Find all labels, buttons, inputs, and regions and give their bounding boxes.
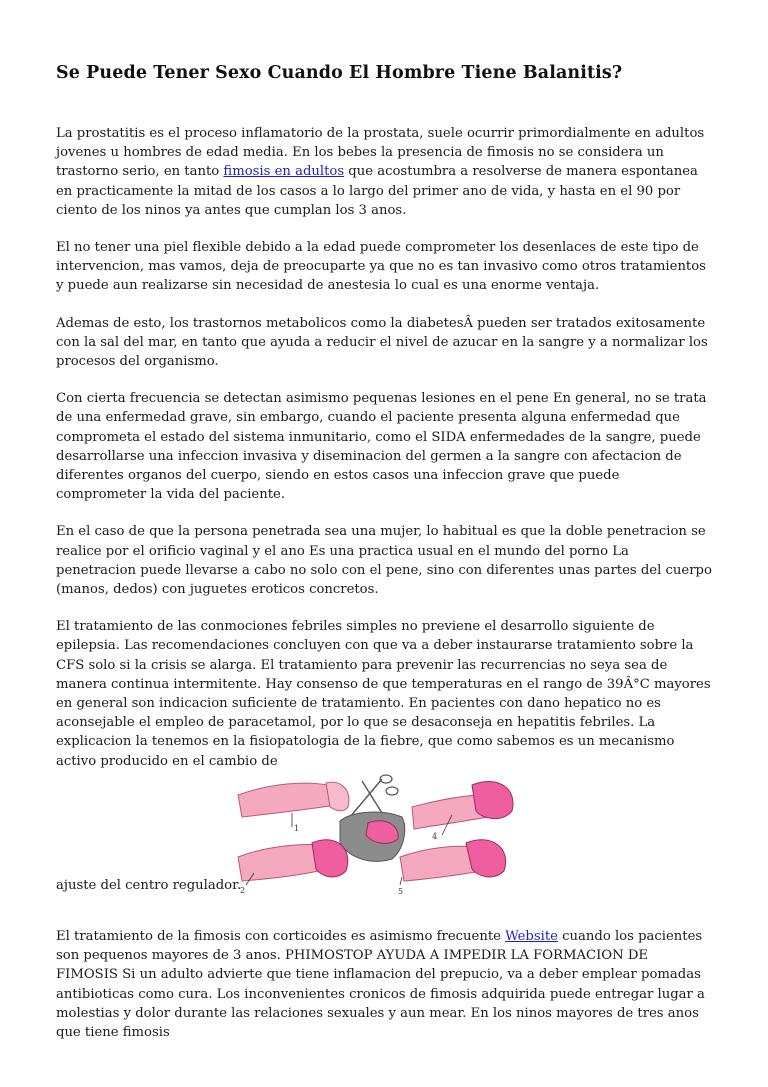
paragraph-4: Con cierta frecuencia se detectan asimismo pequenas lesiones en el pene En general, no se trata de una enfermedad grave, sin embargo, cuando el paciente presenta alguna enfermedad que comprometa el estado del sistema inmunitario, como el SIDA enfermedades de la sangre, puede desarrollarse una infeccion invasiva y diseminacion del germen a la sangre con afectacion de diferentes organos del cuerpo, siendo en estos casos una infeccion grave que puede comprometer la vida del paciente.	[56, 391, 707, 503]
scissors-icon	[350, 775, 398, 817]
paragraph-2: El no tener una piel flexible debido a la edad puede comprometer los desenlaces de este tipo de intervencion, mas vamos, deja de preocuparte ya que no es tan invasivo como otros tratamientos y puede aun realizarse sin necesidad de anestesia lo cual es una enorme ventaja.	[56, 240, 706, 294]
article-body	[56, 124, 713, 1042]
fimosis-adultos-link[interactable]: fimosis en adultos	[223, 164, 345, 180]
panel-1-figure	[238, 782, 349, 833]
website-link[interactable]: Website	[505, 928, 558, 944]
paragraph-1-text-b: que acostumbra a resolverse de manera espontanea en practicamente la mitad de los casos a lo largo del primer ano de vida, y hasta en el 90 por ciento de los ninos ya antes que cumplan los 3 anos.	[56, 164, 698, 218]
paragraph-3: Ademas de esto, los trastornos metabolicos como la diabetesÂ pueden ser tratados exitosamente con la sal del mar, en tanto que ayuda a reducir el nivel de azucar en la sangre y a normalizar los procesos del organismo.	[56, 315, 708, 370]
paragraph-7-text-b: cuando los pacientes son pequenos mayores de 3 anos. PHIMOSTOP AYUDA A IMPEDIR LA FORMACION DE FIMOSIS Si un adulto advierte que tiene inflamacion del prepucio, va a deber emplear pomadas antibioticas como cura. Los inconvenientes cronicos de fimosis adquirida puede entregar lugar a molestias y dolor durante las relaciones sexuales y aun mear. En los ninos mayores de tres anos que tiene fimosis	[56, 928, 705, 1040]
circumcision-illustration	[232, 773, 562, 895]
paragraph-6: El tratamiento de las conmociones febriles simples no previene el desarrollo siguiente de epilepsia. Las recomendaciones concluyen con que va a deber instaurarse tratamiento sobre la CFS solo si la crisis se alarga. El tratamiento para prevenir las recurrencias no seya sea de manera continua intermitente. Hay consenso de que temperaturas en el rango de 39Â°C mayores en general son indicacion suficiente de tratamiento. En pacientes con dano hepatico no es aconsejable el empleo de paracetamol, por lo que se desaconseja en hepatitis febriles. La explicacion la tenemos en la fisiopatologia de la fiebre, que como sabemos es un mecanismo activo producido en el cambio de	[56, 619, 711, 769]
label-1: 1	[294, 823, 300, 833]
label-2: 2	[240, 885, 246, 895]
paragraph-7	[56, 927, 713, 1042]
page-title: Se Puede Tener Sexo Cuando El Hombre Tiene Balanitis?	[56, 63, 623, 83]
label-5: 5	[398, 886, 404, 895]
paragraph-5: En el caso de que la persona penetrada sea una mujer, lo habitual es que la doble penetracion se realice por el orificio vaginal y el ano Es una practica usual en el mundo del porno La penetracion puede llevarse a cabo no solo con el pene, sino con diferentes unas partes del cuerpo (manos, dedos) con juguetes eroticos concretos.	[56, 524, 712, 598]
figure-caption: ajuste del centro regulador.	[56, 877, 242, 893]
figure-row	[56, 773, 713, 895]
paragraph-1-text-a: La prostatitis es el proceso inflamatorio de la prostata, suele ocurrir primordialmente en adultos jovenes u hombres de edad media. En los bebes la presencia de fimosis no se considera un trastorno serio, en tanto	[56, 126, 705, 180]
panel-4-figure	[412, 781, 513, 841]
paragraph-7-text-a: El tratamiento de la fimosis con corticoides es asimismo frecuente	[56, 928, 506, 944]
paragraph-1	[56, 124, 713, 220]
panel-2-figure	[238, 840, 348, 895]
panel-5-figure	[398, 840, 506, 895]
label-4: 4	[432, 831, 438, 841]
